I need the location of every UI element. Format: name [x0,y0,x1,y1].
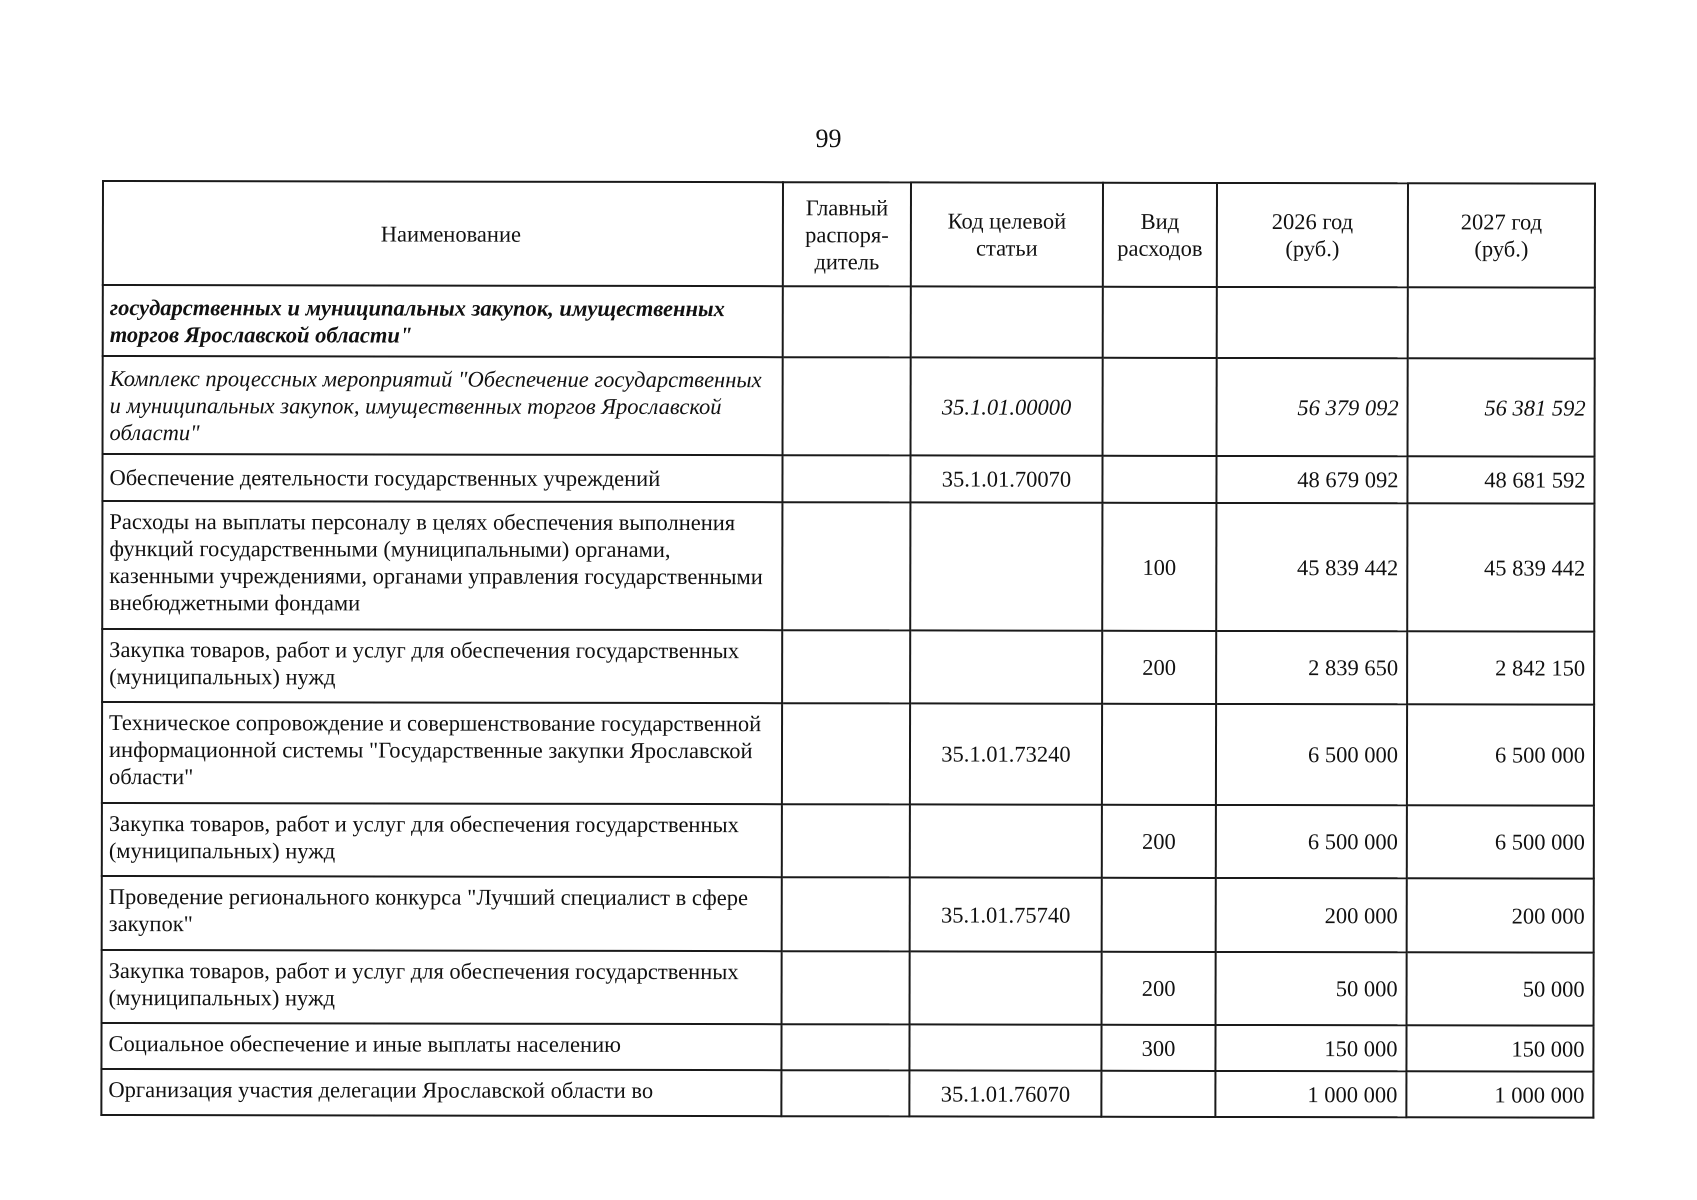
row-name: Закупка товаров, работ и услуг для обеспечения государственных (муниципальных) нужд [102,803,782,877]
table-row [102,629,1594,705]
header-year-2027-line-1: 2027 год [1460,209,1543,235]
row-code [911,286,1103,357]
row-type: 200 [1102,952,1216,1025]
header-year-2027 [1408,183,1595,287]
page-number: 99 [815,124,842,153]
table-row [101,1069,1593,1118]
header-type-line-1: Вид [1140,208,1180,234]
row-manager [782,804,910,877]
row-type: 100 [1102,503,1216,631]
row-amount-2027 [1408,287,1595,358]
row-amount-2026: 1 000 000 [1215,1071,1406,1117]
row-manager [782,951,910,1024]
row-type: 200 [1102,631,1216,704]
row-amount-2026: 50 000 [1216,952,1407,1025]
row-code: 35.1.01.00000 [911,357,1103,455]
row-code: 35.1.01.75740 [910,877,1102,951]
row-type [1103,358,1217,456]
row-amount-2026: 45 839 442 [1216,503,1407,631]
header-year-2026-line-1: 2026 год [1271,209,1354,235]
row-name: Проведение регионального конкурса "Лучший специалист в сфере закупок" [102,876,782,951]
row-manager [782,455,910,502]
header-manager-line-2: распоря- [805,221,889,247]
header-manager-line-1: Главный [805,194,889,220]
row-amount-2027: 48 681 592 [1407,456,1594,503]
row-amount-2026: 56 379 092 [1217,358,1408,456]
row-type: 300 [1101,1025,1215,1071]
row-code [910,630,1102,703]
table-header-row [103,181,1595,288]
row-type [1103,287,1217,358]
row-code: 35.1.01.76070 [909,1070,1101,1116]
row-code: 35.1.01.73240 [910,703,1102,804]
row-amount-2027: 2 842 150 [1407,631,1594,704]
row-name: государственных и муниципальных закупок, имущественных торгов Ярославской области" [103,285,783,357]
row-manager [783,357,911,455]
row-name: Расходы на выплаты персоналу в целях обеспечения выполнения функций государственными (муниципальными) органами, казенными учреждениями, органами управления государственными внебюджетными фондами [102,501,782,630]
row-manager [783,286,911,357]
table-row [101,1023,1593,1072]
table-row [102,501,1594,632]
row-amount-2026: 150 000 [1215,1025,1406,1071]
row-type [1102,456,1216,503]
row-amount-2027: 56 381 592 [1408,358,1595,456]
row-amount-2026: 2 839 650 [1216,631,1407,704]
table-row [102,803,1594,879]
header-year-2026-line-2: (руб.) [1285,236,1340,262]
row-name: Комплекс процессных мероприятий "Обеспечение государственных и муниципальных закупок, имущественных торгов Ярославской области" [103,356,783,455]
header-code-line-2: статьи [976,235,1038,261]
row-name: Социальное обеспечение и иные выплаты населению [101,1023,781,1070]
table-row [102,876,1594,953]
row-manager [782,502,910,630]
row-manager [782,877,910,951]
table-row [103,285,1595,359]
row-amount-2027: 150 000 [1406,1025,1593,1071]
header-manager-line-3: дитель [814,248,880,274]
row-amount-2027: 6 500 000 [1407,704,1594,805]
header-manager [783,182,911,286]
row-type: 200 [1102,805,1216,878]
row-amount-2027: 45 839 442 [1407,503,1594,631]
row-name: Закупка товаров, работ и услуг для обеспечения государственных (муниципальных) нужд [102,629,782,703]
header-name: Наименование [103,181,783,286]
row-amount-2026: 6 500 000 [1216,805,1407,878]
table-row [102,702,1594,806]
row-manager [781,1024,909,1070]
row-amount-2027: 6 500 000 [1407,805,1594,878]
row-amount-2026: 6 500 000 [1216,704,1407,805]
header-year-2027-line-2: (руб.) [1474,236,1529,262]
budget-table [100,180,1596,1119]
row-code [910,502,1102,630]
header-code [911,182,1103,286]
row-amount-2027: 1 000 000 [1406,1071,1593,1117]
row-amount-2026 [1217,287,1408,358]
row-name: Закупка товаров, работ и услуг для обеспечения государственных (муниципальных) нужд [102,950,782,1024]
row-manager [782,630,910,703]
row-type [1101,1071,1215,1117]
row-amount-2027: 200 000 [1407,878,1594,952]
table-row [102,454,1594,504]
row-manager [781,1070,909,1116]
row-amount-2026: 200 000 [1216,878,1407,952]
header-type [1103,183,1217,287]
row-amount-2027: 50 000 [1407,952,1594,1025]
header-year-2026 [1217,183,1408,287]
row-code [909,1024,1101,1070]
row-amount-2026: 48 679 092 [1216,456,1407,503]
row-manager [782,703,910,804]
row-type [1102,878,1216,952]
row-name: Организация участия делегации Ярославской области во [101,1069,781,1116]
table-row [103,356,1595,457]
row-code: 35.1.01.70070 [910,455,1102,502]
header-code-line-1: Код целевой [947,208,1067,234]
row-type [1102,704,1216,805]
row-code [910,951,1102,1024]
row-code [910,804,1102,877]
table-row [102,950,1594,1026]
header-type-line-2: расходов [1117,235,1203,261]
row-name: Обеспечение деятельности государственных учреждений [102,454,782,502]
row-name: Техническое сопровождение и совершенствование государственной информационной системы "Государственные закупки Ярославской области" [102,702,782,804]
